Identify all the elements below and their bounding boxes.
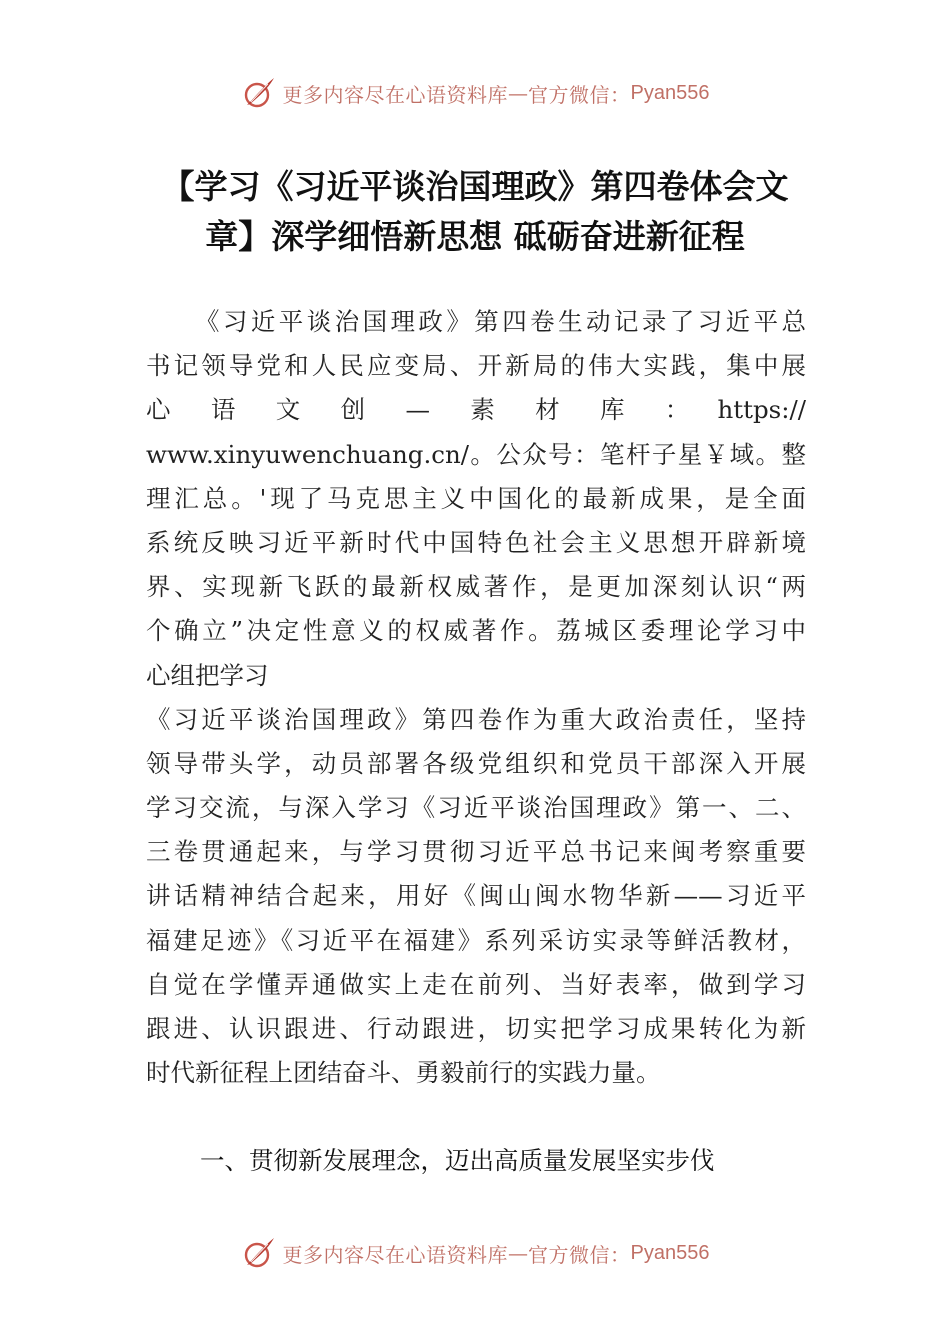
body-line: 个确立”决定性意义的权威著作。荔城区委理论学习中: [146, 616, 806, 646]
body-line: 心组把学习: [146, 660, 269, 690]
article-title: [130, 162, 820, 262]
body-line: 讲话精神结合起来，用好《闽山闽水物华新——习近平: [146, 881, 806, 911]
banner-contact-label: 官方微信：: [528, 82, 631, 107]
banner-text: 更多内容尽在心语资料库: [282, 1242, 509, 1267]
banner-text: 更多内容尽在心语资料库: [282, 82, 509, 107]
banner-contact-id: Pyan556: [630, 81, 710, 104]
banner-contact-id: Pyan556: [630, 1241, 710, 1264]
banner-contact-label: 官方微信：: [528, 1242, 631, 1267]
title-line-2: 章】深学细悟新思想 砥砺奋进新征程: [205, 217, 745, 256]
banner-separator: —: [508, 1241, 529, 1265]
body-line: 自觉在学懂弄通做实上走在前列、当好表率，做到学习: [146, 969, 806, 999]
header-banner: [0, 68, 950, 118]
quill-pen-logo-icon: [241, 75, 277, 111]
body-line: 系统反映习近平新时代中国特色社会主义思想开辟新境: [146, 527, 806, 557]
body-line: 《习近平谈治国理政》第四卷生动记录了习近平总: [195, 307, 806, 336]
body-line: 学习交流，与深入学习《习近平谈治国理政》第一、二、: [146, 793, 806, 823]
body-line: 理汇总。'现了马克思主义中国化的最新成果，是全面: [146, 483, 806, 513]
body-line: 时代新征程上团结奋斗、勇毅前行的实践力量。: [146, 1058, 661, 1088]
footer-banner: [0, 1228, 950, 1278]
body-line: 界、实现新飞跃的最新权威著作，是更加深刻认识“两: [146, 572, 806, 602]
body-line: 书记领导党和人民应变局、开新局的伟大实践，集中展: [146, 351, 806, 381]
section-heading: 一、贯彻新发展理念，迈出高质量发展坚实步伐: [200, 1146, 715, 1175]
banner-separator: —: [508, 81, 529, 105]
body-line: 跟进、认识跟进、行动跟进，切实把学习成果转化为新: [146, 1014, 806, 1043]
quill-pen-logo-icon: [241, 1235, 277, 1271]
title-line-1: 【学习《习近平谈治国理政》第四卷体会文: [161, 167, 789, 206]
body-line: 领导带头学，动员部署各级党组织和党员干部深入开展: [146, 748, 806, 778]
body-line: 三卷贯通起来，与学习贯彻习近平总书记来闽考察重要: [146, 837, 806, 867]
article-body: [146, 300, 806, 1095]
body-line: 福建足迹》《习近平在福建》系列采访实录等鲜活教材，: [146, 925, 806, 955]
body-line: www.xinyuwenchuang.cn/。公众号：笔杆子星￥域。整: [146, 439, 806, 469]
body-line: 心 语 文 创 — 素 材 库 ： https://: [146, 395, 806, 425]
body-line: 《习近平谈治国理政》第四卷作为重大政治责任，坚持: [146, 704, 806, 734]
